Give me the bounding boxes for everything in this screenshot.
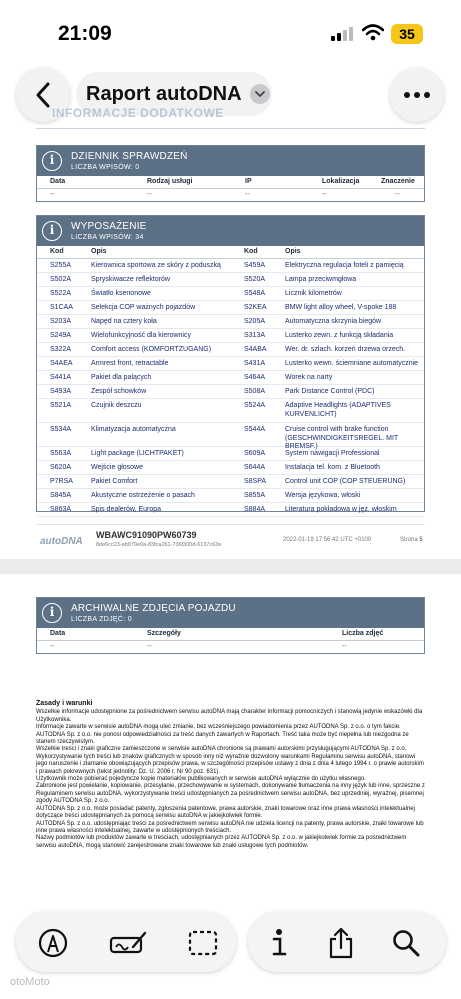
column-header: Kod <box>244 248 258 255</box>
section-count: LICZBA WPISÓW: 0 <box>71 164 140 171</box>
equipment-description: Wersja językowa, włoski <box>285 492 361 499</box>
terms-paragraph: Wszelkie treści i znaki graficzne zamieszczone w serwisie autoDNA chronione są prawami autorskimi przysługującymi AUTODNA Sp. z o.o. <box>36 746 407 753</box>
equipment-description: Control unit COP (COP STEUERUNG) <box>285 478 406 485</box>
wifi-icon <box>362 24 384 41</box>
equipment-description: Light package (LICHTPAKET) <box>91 450 184 457</box>
equipment-description: Lusterko wewn. ściemniane automatycznie <box>285 360 419 367</box>
equipment-code: S249A <box>50 332 72 339</box>
table-row <box>37 461 424 475</box>
section-heading-additional-info: INFORMACJE DODATKOWE <box>52 106 224 120</box>
document-title: Raport autoDNA <box>86 82 242 105</box>
equipment-code: S855A <box>244 492 266 499</box>
equipment-description: Licznik kilometrów <box>285 290 342 297</box>
equipment-description: Elektryczna regulacja foteli z pamięcią <box>285 262 404 269</box>
autodna-logo: autoDNA <box>40 536 83 547</box>
equipment-code: S459A <box>244 262 266 269</box>
equipment-code: S609A <box>244 450 266 457</box>
column-header: Szczegóły <box>147 630 181 637</box>
equipment-description: Spryskiwacze reflektorów <box>91 276 170 283</box>
terms-paragraph: Nazwy podmiotów lub produktów zawarte w treściach, udostępnianych przez AUTODNA Sp. z o.o. w jakiejkolwiek formie za pośrednictwem serwisu autoDNA, mogą stanowić zarejestrowane znaki towarowe lub znaki usługowe tych podmiotów. <box>36 835 407 849</box>
equipment-description: Lusterko zewn. z funkcją składania <box>285 332 394 339</box>
page-footer <box>36 524 425 554</box>
terms-and-conditions <box>36 700 426 850</box>
table-row <box>37 315 424 329</box>
table-row <box>37 475 424 489</box>
equipment-code: S464A <box>244 374 266 381</box>
table-row <box>37 301 424 315</box>
status-bar <box>0 0 461 62</box>
terms-paragraph: AUTODNA Sp. z o.o. nie ponosi odpowiedzialności za treść danych zawartych w Raportach. Treść taka może być niepełna lub niezgodna ze stanem rzeczywistym. <box>36 731 409 746</box>
search-icon <box>392 929 420 957</box>
page-separator <box>0 559 461 574</box>
equipment-code: S1CAA <box>50 304 73 311</box>
equipment-description: Czujnik deszczu <box>91 402 142 409</box>
info-icon: i <box>42 221 62 241</box>
section-header <box>37 598 424 628</box>
terms-paragraph: Wszelkie informacje udostępnione za pośrednictwem serwisu autoDNA mają charakter informacji pomocniczych i stanowią jedynie wskazówki dla Użytkownika. <box>36 709 423 723</box>
equipment-code: S255A <box>50 262 72 269</box>
equipment-code: S534A <box>50 426 72 433</box>
equipment-code: S884A <box>244 506 266 513</box>
section-header <box>37 216 424 246</box>
table-row <box>37 329 424 343</box>
equipment-description: Zespół schowków <box>91 388 147 395</box>
table-header <box>37 176 424 189</box>
equipment-code: S524A <box>244 402 266 409</box>
equipment-description: Światło ksenonowe <box>91 290 151 297</box>
equipment-description: BMW light alloy wheel, V-spoke 188 <box>285 304 397 311</box>
column-header: Data <box>50 630 66 637</box>
info-icon <box>269 928 289 958</box>
column-header: Opis <box>285 248 301 255</box>
equipment-code: S544A <box>244 426 266 433</box>
more-button[interactable] <box>390 68 444 122</box>
equipment-section <box>36 215 425 512</box>
equipment-description: Wielofunkcyjność dla kierownicy <box>91 332 191 339</box>
status-time: 21:09 <box>58 22 112 45</box>
terms-paragraph: Wykorzystywanie tych treści lub znaków graficznych w sposób inny niż wyraźnie dozwolony warunkami Regulaminu serwisu autoDNA, stanowi jego naruszenie i złamanie obowiązujących przepisów prawa, w szczególności przepisów ustawy z dnia z dnia 4 lutego 1994 r. o prawie autorskim i prawach pokrewnych (tekst jednolity: Dz. U. 2006 r. Nr 90 poz. 631). <box>36 753 424 775</box>
signature-icon <box>109 928 147 958</box>
equipment-description: System nawigacji Professional <box>285 450 380 457</box>
section-count: LICZBA ZDJĘĆ: 0 <box>71 616 132 623</box>
equipment-description: Akustyczne ostrzeżenie o pasach <box>91 492 195 499</box>
equipment-code: S644A <box>244 464 266 471</box>
equipment-description: Instalacja tel. kom. z Bluetooth <box>285 464 380 471</box>
share-icon <box>328 927 354 959</box>
table-row <box>37 399 424 423</box>
equipment-description: Pakiet dla palących <box>91 374 152 381</box>
equipment-code: S4ABA <box>244 346 267 353</box>
terms-paragraph: Użytkownik może pobierać pojedyncze kopie materiałów publikowanych w serwisie autoDNA wyłącznie do użytku własnego. <box>36 776 366 783</box>
column-header: Data <box>50 178 66 185</box>
equipment-code: S2KEA <box>244 304 267 311</box>
column-header: Lokalizacja <box>322 178 360 185</box>
equipment-description: Comfort access (KOMFORTZUGANG) <box>91 346 212 353</box>
equipment-description: Adaptive Headlights (ADAPTIVES KURVENLICHT) <box>285 402 391 418</box>
equipment-description: Napęd na cztery koła <box>91 318 157 325</box>
equipment-code: S441A <box>50 374 72 381</box>
section-title: DZIENNIK SPRAWDZEŃ <box>71 151 188 162</box>
equipment-code: S508A <box>244 388 266 395</box>
vin-number: WBAWC91090PW60739 <box>96 530 197 540</box>
signature-button[interactable] <box>108 926 148 960</box>
checks-log-section <box>36 145 425 202</box>
table-row <box>37 371 424 385</box>
select-area-button[interactable] <box>186 926 220 960</box>
table-row <box>37 503 424 517</box>
equipment-description: Spis dealerów, Europa <box>91 506 162 513</box>
equipment-code: S521A <box>50 402 72 409</box>
section-count: LICZBA WPISÓW: 34 <box>71 234 144 241</box>
watermark: otoMoto <box>10 976 50 988</box>
equipment-code: S502A <box>50 276 72 283</box>
equipment-description: Park Distance Control (PDC) <box>285 388 375 395</box>
equipment-code: S313A <box>244 332 266 339</box>
equipment-code: P7RSA <box>50 478 73 485</box>
equipment-description: Cruise control with brake function (GESCHWINDIGKEITSREGEL. MIT BREMSF.) <box>285 426 399 450</box>
equipment-code: S863A <box>50 506 72 513</box>
equipment-description: Lampa przeciwmgłowa <box>285 276 357 283</box>
equipment-code: S522A <box>50 290 72 297</box>
share-button[interactable] <box>324 926 358 960</box>
section-header <box>37 146 424 176</box>
equipment-description: Pakiet Comfort <box>91 478 138 485</box>
equipment-code: S4AEA <box>50 360 73 367</box>
equipment-code: S563A <box>50 450 72 457</box>
info-icon: i <box>42 151 62 171</box>
equipment-description: Armrest front, retractable <box>91 360 169 367</box>
report-date: 2022-01-19 17:56:42 UTC +0100 <box>283 537 372 543</box>
column-header: Opis <box>91 248 107 255</box>
equipment-description: Literatura pokładowa w jęz. włoskim <box>285 506 397 513</box>
equipment-code: S431A <box>244 360 266 367</box>
table-row <box>37 273 424 287</box>
bottom-toolbar <box>0 908 461 999</box>
report-hash: 8de6cc23-ab979e0a-83fca261-736f300d-6137c63e <box>96 542 222 548</box>
terms-body <box>36 709 426 850</box>
equipment-code: S620A <box>50 464 72 471</box>
equipment-code: S845A <box>50 492 72 499</box>
equipment-code: S203A <box>50 318 72 325</box>
table-row: -- -- -- <box>50 643 347 650</box>
equipment-description: Worek na narty <box>285 374 333 381</box>
equipment-code: S493A <box>50 388 72 395</box>
column-header: Rodzaj usługi <box>147 178 193 185</box>
equipment-code: S205A <box>244 318 266 325</box>
table-row <box>37 259 424 273</box>
section-title: WYPOSAŻENIE <box>71 221 147 232</box>
equipment-description: Kierownica sportowa ze skóry z poduszką <box>91 262 221 269</box>
table-row <box>37 447 424 461</box>
chevron-down-icon <box>250 84 270 104</box>
terms-paragraph: Zabronione jest powielanie, kopiowanie, przesyłanie, przechowywanie w systemach, dokonywanie tłumaczenia na inny język lub inne, sprzeczne z Regulaminem serwisu autoDNA, wykorzystywanie treści udostępnianych za pośrednictwem serwisu autoDNA, bez uprzedniej, wyraźnej, pisemnej zgody AUTODNA Sp. z o.o. <box>36 783 425 805</box>
equipment-description: Wer. dr. szlach. korzeń drzewa orzech. <box>285 346 406 353</box>
column-header: IP <box>245 178 252 185</box>
markup-button[interactable] <box>36 926 70 960</box>
section-title: ARCHIWALNE ZDJĘCIA POJAZDU <box>71 603 236 614</box>
equipment-description: Selekcja COP ważnych pojazdów <box>91 304 196 311</box>
terms-paragraph: Informacje zawarte w serwisie autoDNA mogą ulec zmianie, bez wcześniejszego powiadomienia przez AUTODNA Sp. z o.o. o tym fakcie. <box>36 724 401 731</box>
battery-indicator: 35 <box>391 24 423 44</box>
table-row <box>37 343 424 357</box>
terms-paragraph: AUTODNA Sp. z o.o. udostępniając treści za pośrednictwem serwisu autoDNA nie udziela licencji na patenty, prawa autorskie, znaki towarowe lub inne prawa własności intelektualnej, zawarte w udostępnionych treściach. <box>36 820 424 834</box>
equipment-description: Automatyczna skrzynia biegów <box>285 318 382 325</box>
equipment-description: Wejście głosowe <box>91 464 144 471</box>
select-area-icon <box>188 930 218 956</box>
pdf-page-5 <box>0 129 461 559</box>
archive-photos-section <box>36 597 425 654</box>
column-header: Liczba zdjęć <box>342 630 384 637</box>
table-row <box>37 385 424 399</box>
column-header: Kod <box>50 248 64 255</box>
equipment-code: S520A <box>244 276 266 283</box>
equipment-table-body <box>37 259 424 517</box>
search-button[interactable] <box>389 926 423 960</box>
cellular-signal-icon <box>331 27 353 41</box>
markup-pen-icon <box>38 928 68 958</box>
page-number: Strona 5 <box>400 537 423 543</box>
equipment-code: S322A <box>50 346 72 353</box>
table-row <box>37 489 424 503</box>
table-row <box>37 287 424 301</box>
ellipsis-icon <box>404 92 410 98</box>
table-header <box>37 628 424 641</box>
table-row: -- -- -- -- -- <box>50 191 400 198</box>
equipment-code: S548A <box>244 290 266 297</box>
column-header: Znaczenie <box>381 178 415 185</box>
table-row <box>37 423 424 450</box>
equipment-description: Klimatyzacja automatyczna <box>91 426 176 433</box>
table-header <box>37 246 424 259</box>
table-row <box>37 357 424 371</box>
equipment-code: S8SPA <box>244 478 267 485</box>
terms-title: Zasady i warunki <box>36 700 93 707</box>
chevron-left-icon <box>35 82 51 108</box>
terms-paragraph: AUTODNA Sp. z o.o. może posiadać patenty, zgłoszenia patentowe, prawa autorskie, znaki towarowe oraz inne prawa własności intelektualnej dotyczące treści udostępnianych za pomocą serwisu autoDNA w jakiejkolwiek formie. <box>36 805 415 820</box>
info-button[interactable] <box>262 926 296 960</box>
info-icon: i <box>42 603 62 623</box>
